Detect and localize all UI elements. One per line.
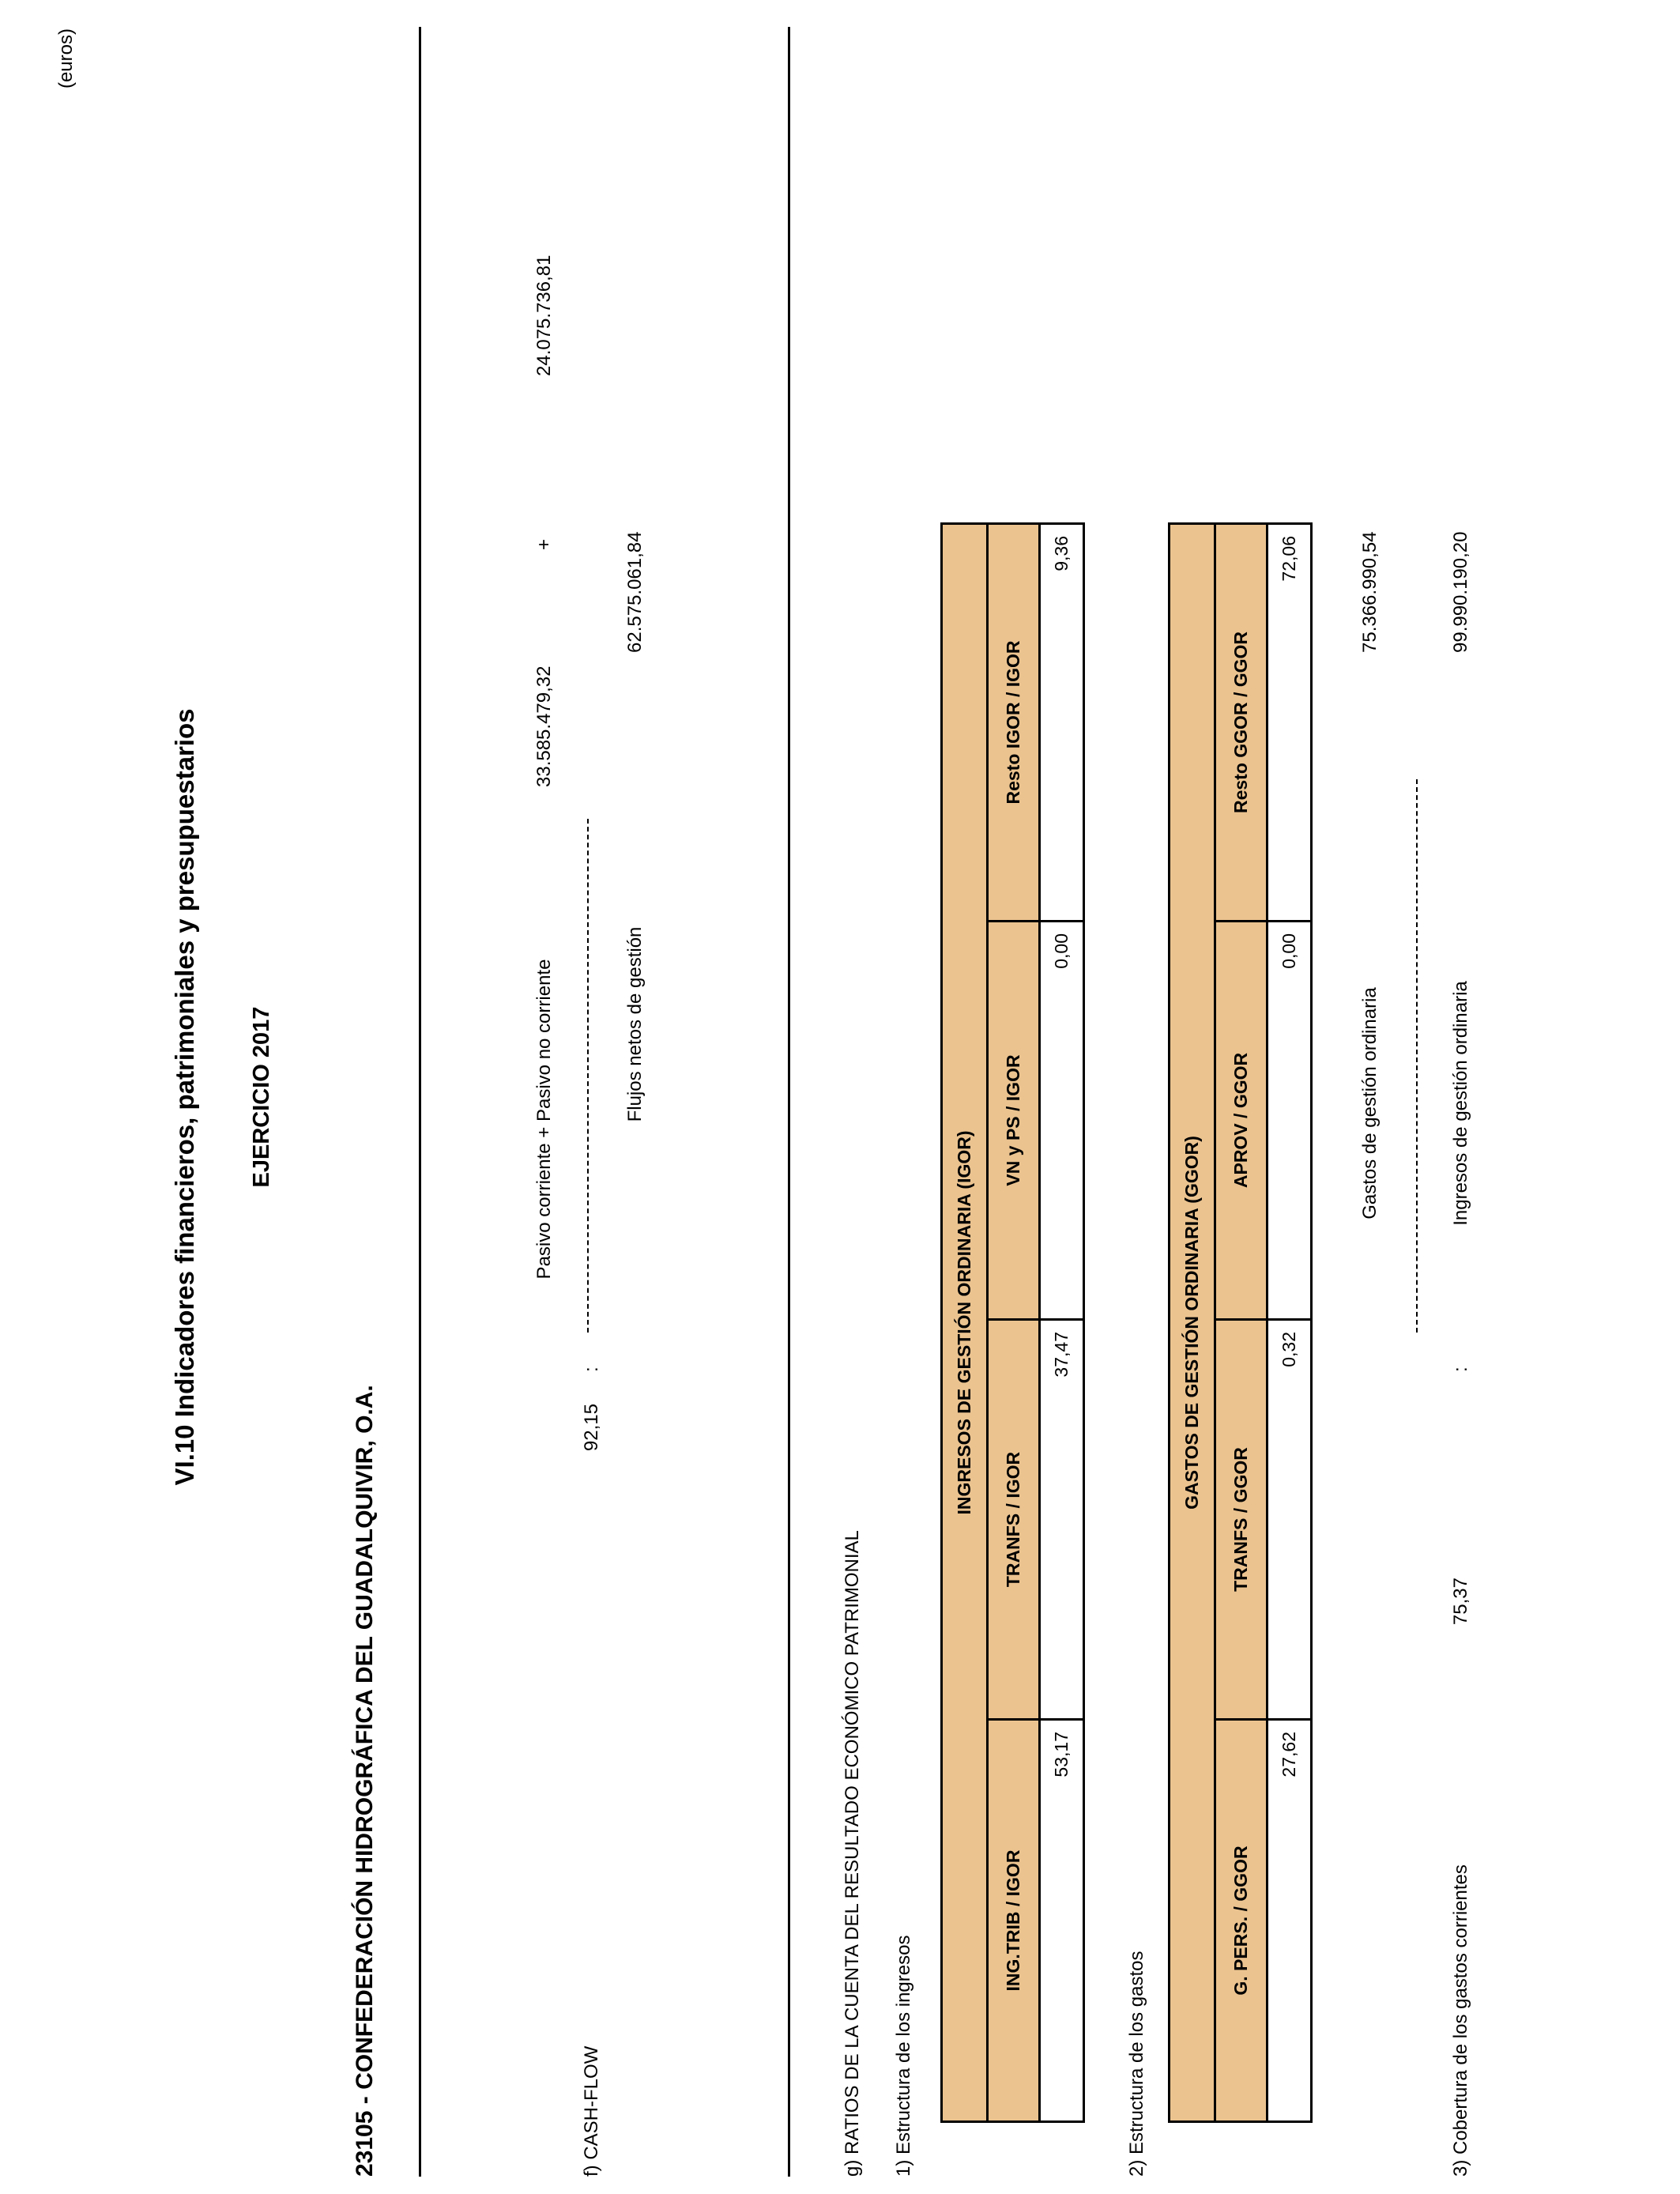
gastos-value-g-pers: 27,62 — [1268, 1720, 1312, 2122]
cash-flow-denominator-label: Flujos netos de gestión — [624, 926, 646, 1122]
cash-flow-denominator-value: 62.575.061,84 — [624, 531, 646, 653]
ingresos-col-tranfs: TRANFS / IGOR — [988, 1320, 1040, 1720]
cash-flow-numerator-label: Pasivo corriente + Pasivo no corriente — [533, 959, 555, 1280]
cobertura-numerator-label: Gastos de gestión ordinaria — [1359, 987, 1381, 1220]
cash-flow-fraction-line — [587, 819, 589, 1333]
gastos-structure-label: 2) Estructura de los gastos — [1126, 1951, 1147, 2177]
cash-flow-plus: + — [533, 538, 555, 550]
cobertura-value: 75,37 — [1450, 1578, 1471, 1626]
cash-flow-numerator-value-1: 33.585.479,32 — [533, 665, 555, 787]
cobertura-denominator-value: 99.990.190,20 — [1450, 531, 1471, 653]
cash-flow-numerator-value-2: 24.075.736,81 — [533, 254, 555, 376]
ingresos-structure-label: 1) Estructura de los ingresos — [893, 1935, 914, 2177]
cash-flow-label: f) CASH-FLOW — [581, 2045, 602, 2177]
gastos-value-resto: 72,06 — [1268, 524, 1312, 922]
cobertura-fraction-line — [1416, 779, 1418, 1333]
organization-name: 23105 - CONFEDERACIÓN HIDROGRÁFICA DEL GUADALQUIVIR, O.A. — [352, 1385, 378, 2177]
cobertura-label: 3) Cobertura de los gastos corrientes — [1450, 1864, 1471, 2177]
cobertura-denominator-label: Ingresos de gestión ordinaria — [1450, 981, 1471, 1226]
ingresos-value-ing-trib: 53,17 — [1040, 1720, 1084, 2122]
cash-flow-value: 92,15 — [581, 1404, 602, 1452]
page-title: VI.10 Indicadores financieros, patrimoniales y presupuestarios — [170, 708, 199, 1486]
page-subtitle: EJERCICIO 2017 — [249, 1006, 274, 1188]
gastos-col-resto: Resto GGOR / GGOR — [1215, 524, 1268, 922]
ingresos-value-tranfs: 37,47 — [1040, 1320, 1084, 1720]
ingresos-col-vn-ps: VN y PS / IGOR — [988, 922, 1040, 1320]
gastos-col-aprov: APROV / GGOR — [1215, 922, 1268, 1320]
ingresos-value-vn-ps: 0,00 — [1040, 922, 1084, 1320]
ingresos-table-title: INGRESOS DE GESTIÓN ORDINARIA (IGOR) — [942, 523, 988, 2121]
ingresos-col-ing-trib: ING.TRIB / IGOR — [988, 1720, 1040, 2122]
gastos-table-title: GASTOS DE GESTIÓN ORDINARIA (GGOR) — [1170, 524, 1215, 2122]
currency-unit: (euros) — [55, 28, 77, 89]
cobertura-colon: : — [1450, 1367, 1471, 1372]
ingresos-col-resto: Resto IGOR / IGOR — [988, 523, 1040, 921]
gastos-col-tranfs: TRANFS / GGOR — [1215, 1320, 1268, 1720]
gastos-value-aprov: 0,00 — [1268, 922, 1312, 1320]
cobertura-numerator-value: 75.366.990,54 — [1359, 531, 1381, 653]
section-rule — [788, 27, 790, 2177]
ingresos-table — [940, 522, 1085, 2123]
gastos-value-tranfs: 0,32 — [1268, 1320, 1312, 1720]
gastos-col-g-pers: G. PERS. / GGOR — [1215, 1720, 1268, 2122]
header-rule — [419, 27, 421, 2177]
cash-flow-colon: : — [581, 1367, 602, 1372]
ingresos-value-resto: 9,36 — [1040, 523, 1084, 921]
gastos-table — [1168, 522, 1313, 2123]
ratios-section-title: g) RATIOS DE LA CUENTA DEL RESULTADO ECONÓMICO PATRIMONIAL — [842, 1530, 863, 2177]
